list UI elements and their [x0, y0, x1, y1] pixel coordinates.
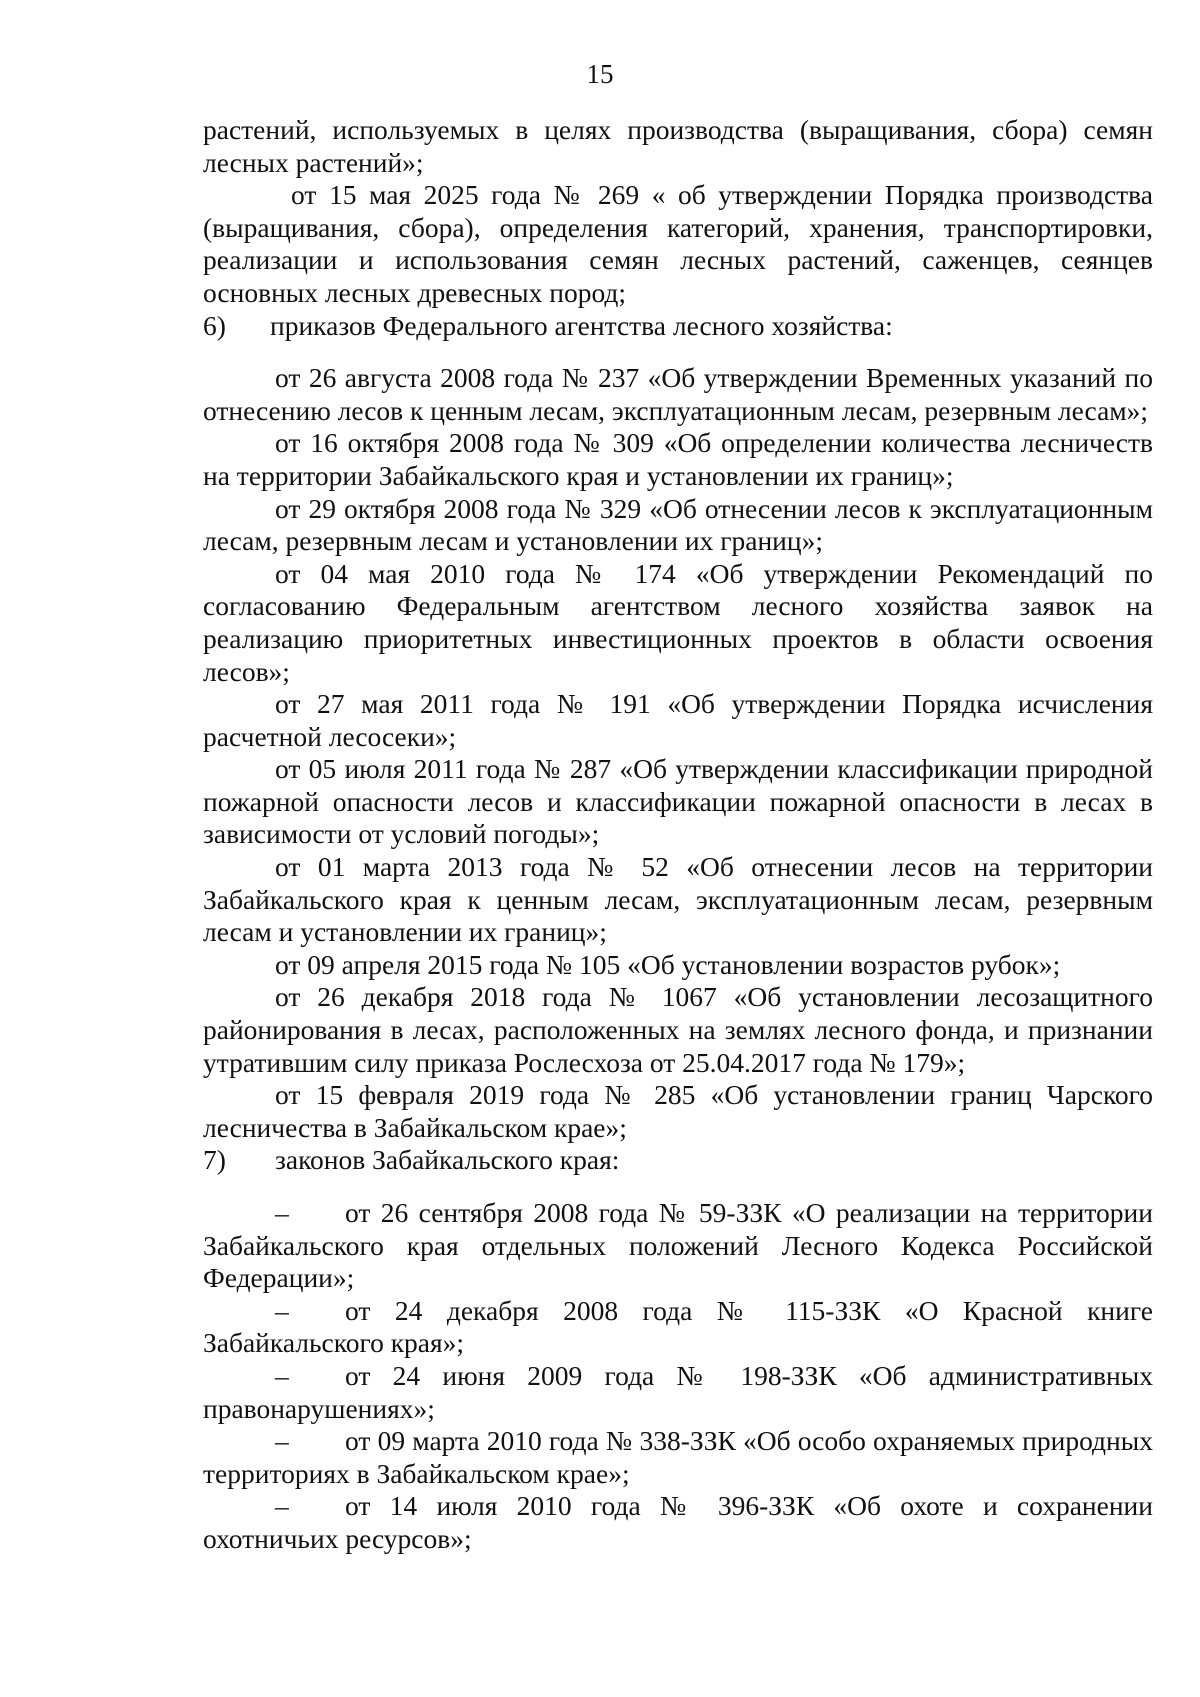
page-number: 15	[586, 59, 614, 89]
list-item-6	[203, 310, 1153, 343]
law-text: от 24 июня 2009 года № 198-ЗЗК «Об административных правонарушениях»;	[203, 1359, 1153, 1424]
order-item: от 09 апреля 2015 года № 105 «Об установлении возрастов рубок»;	[275, 948, 1061, 980]
law-text: от 26 сентября 2008 года № 59-ЗЗК «О реализации на территории Забайкальского края отдельных положений Лесного Кодекса Российской Федерации»;	[203, 1197, 1153, 1294]
dash-marker: –	[275, 1294, 289, 1326]
paragraph-order-269: от 15 мая 2025 года № 269 « об утверждении Порядка производства (выращивания, сбора), определения категорий, хранения, транспортировки, реализации и использования семян лесных растений, саженцев, сеянцев основных лесных древесных пород;	[203, 179, 1153, 308]
document-body	[203, 114, 1153, 1556]
list-number: 7)	[203, 1144, 226, 1176]
order-item: от 26 августа 2008 года № 237 «Об утверждении Временных указаний по отнесению лесов к ценным лесам, эксплуатационным лесам, резервным лесам»;	[203, 362, 1153, 426]
order-item: от 05 июля 2011 года № 287 «Об утверждении классификации природной пожарной опасности лесов и классификации пожарной опасности в лесах в зависимости от условий погоды»;	[203, 753, 1153, 850]
dash-marker: –	[275, 1197, 289, 1228]
law-text: от 09 марта 2010 года № 338-ЗЗК «Об особо охраняемых природных территориях в Забайкальском крае»;	[203, 1425, 1153, 1489]
order-item: от 01 марта 2013 года № 52 «Об отнесении лесов на территории Забайкальского края к ценным лесам, эксплуатационным лесам, резервным лесам и установлении их границ»;	[203, 851, 1153, 948]
spacer	[203, 342, 1153, 362]
order-item: от 16 октября 2008 года № 309 «Об определении количества лесничеств на территории Забайкальского края и установлении их границ»;	[203, 427, 1153, 491]
paragraph-continuation: растений, используемых в целях производства (выращивания, сбора) семян лесных растений»;	[203, 114, 1153, 178]
list-heading: приказов Федерального агентства лесного хозяйства:	[270, 309, 893, 341]
law-item	[203, 1425, 1153, 1490]
order-item: от 29 октября 2008 года № 329 «Об отнесении лесов к эксплуатационным лесам, резервным лесам и установлении их границ»;	[203, 492, 1153, 557]
order-item: от 26 декабря 2018 года № 1067 «Об установлении лесозащитного районирования в лесах, расположенных на землях лесного фонда, и признании утратившим силу приказа Рослесхоза от 25.04.2017 года № 179»;	[203, 981, 1153, 1078]
list-heading: законов Забайкальского края:	[275, 1144, 620, 1176]
law-item	[203, 1197, 1153, 1295]
order-item: от 15 февраля 2019 года № 285 «Об установлении границ Чарского лесничества в Забайкальском крае»;	[203, 1079, 1153, 1143]
law-text: от 24 декабря 2008 года № 115-ЗЗК «О Красной книге Забайкальского края»;	[203, 1294, 1153, 1359]
dash-marker: –	[275, 1359, 289, 1391]
law-item	[203, 1490, 1153, 1555]
dash-marker: –	[275, 1490, 289, 1522]
list-item-7	[203, 1144, 1153, 1177]
law-text: от 14 июля 2010 года № 396-ЗЗК «Об охоте и сохранении охотничьих ресурсов»;	[203, 1490, 1153, 1554]
spacer	[203, 1177, 1153, 1197]
order-item: от 27 мая 2011 года № 191 «Об утверждении Порядка исчисления расчетной лесосеки»;	[203, 688, 1153, 752]
order-item: от 04 мая 2010 года № 174 «Об утверждении Рекомендаций по согласованию Федеральным агентством лесного хозяйства заявок на реализацию приоритетных инвестиционных проектов в области освоения лесов»;	[203, 557, 1153, 687]
law-item	[203, 1295, 1153, 1360]
law-item	[203, 1360, 1153, 1425]
list-number: 6)	[203, 309, 226, 341]
dash-marker: –	[275, 1425, 289, 1457]
